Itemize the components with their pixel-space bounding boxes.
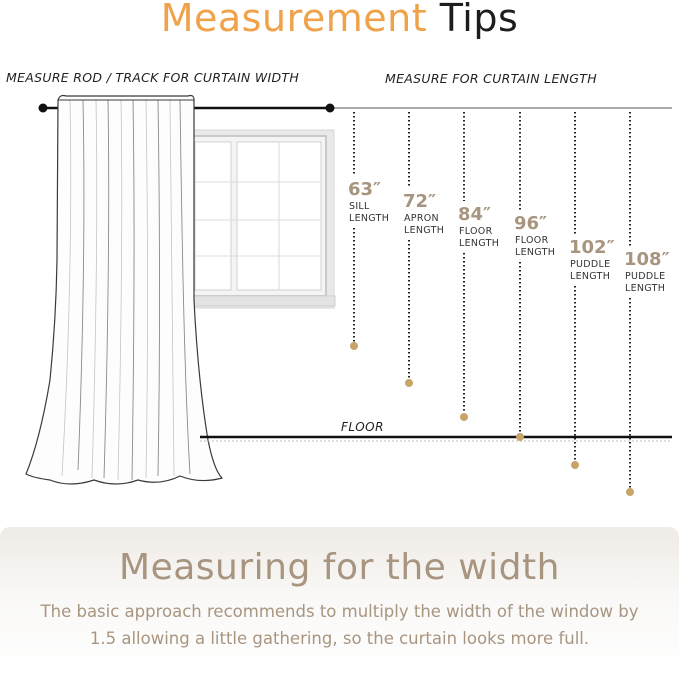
measurement-value-4: 102″ (569, 237, 615, 258)
measurement-label-line: LENGTH (625, 283, 666, 294)
window (180, 130, 335, 308)
measurement-label-2 (459, 226, 499, 250)
width-heading: Measuring for the width (119, 547, 560, 588)
measurement-label-line: LENGTH (459, 238, 500, 249)
measurement-label-line: LENGTH (349, 213, 390, 224)
measurement-label-3 (515, 235, 555, 259)
measurement-value-5: 108″ (624, 249, 670, 270)
measurement-label-line: APRON (404, 213, 439, 224)
curtain (26, 96, 222, 485)
measurement-label-line: LENGTH (570, 271, 611, 282)
measurement-label-line: LENGTH (404, 225, 445, 236)
measurement-lines (350, 112, 634, 496)
measurement-end-dot-2 (460, 413, 468, 421)
measurement-label-line: PUDDLE (570, 259, 611, 270)
floor-label: FLOOR (341, 420, 384, 434)
window-sill (180, 296, 335, 306)
title-tips: Tips (439, 0, 519, 40)
measurement-end-dot-4 (571, 461, 579, 469)
width-description: The basic approach recommends to multiply the width of the window by 1.5 allowing a little gathering, so the curtain looks more full. (40, 602, 639, 648)
measurement-end-dot-3 (516, 433, 524, 441)
measurement-label-4 (570, 259, 610, 283)
measurement-end-dot-5 (626, 488, 634, 496)
rod-finial-left (39, 104, 48, 113)
measurement-label-line: LENGTH (515, 247, 556, 258)
measurement-label-line: SILL (349, 201, 370, 212)
measurement-label-line: FLOOR (459, 226, 493, 237)
floor (200, 437, 672, 441)
measurement-value-0: 63″ (348, 179, 382, 200)
measurement-value-3: 96″ (514, 213, 548, 234)
measurement-end-dot-0 (350, 342, 358, 350)
rod-width-caption: MEASURE ROD / TRACK FOR CURTAIN WIDTH (6, 70, 300, 85)
measurement-label-line: FLOOR (515, 235, 549, 246)
measurement-value-2: 84″ (458, 204, 492, 225)
measurement-label-line: PUDDLE (625, 271, 666, 282)
title-measurement: Measurement (160, 0, 428, 40)
measurement-end-dot-1 (405, 379, 413, 387)
measurement-value-1: 72″ (403, 191, 437, 212)
rod-finial-right (326, 104, 335, 113)
measurement-label-0 (349, 201, 389, 225)
measurement-label-5 (625, 271, 665, 295)
length-caption: MEASURE FOR CURTAIN LENGTH (385, 71, 597, 86)
measurement-label-1 (404, 213, 444, 237)
